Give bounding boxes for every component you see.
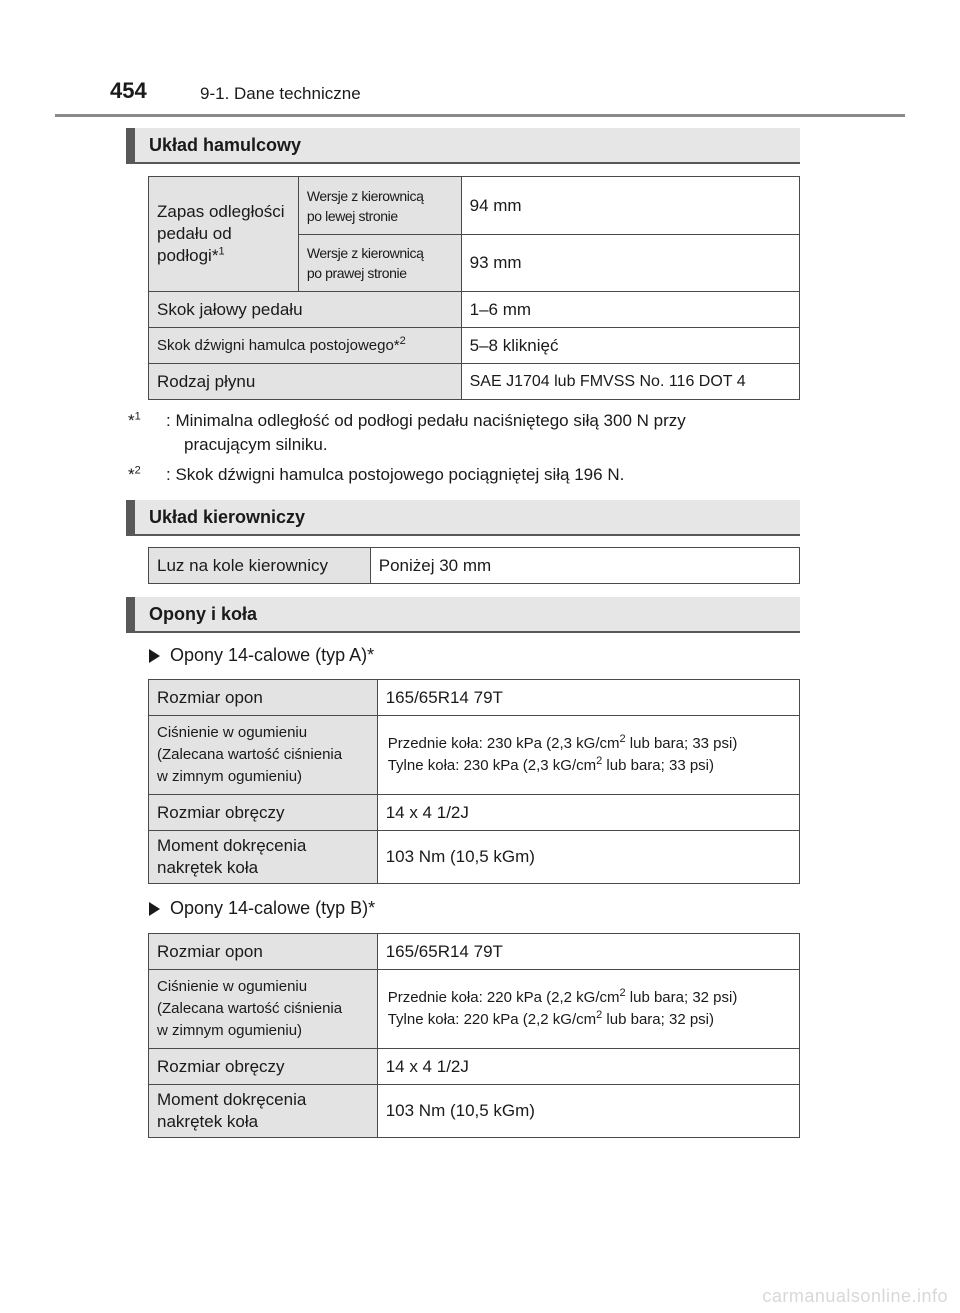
watermark: carmanualsonline.info [762, 1286, 948, 1306]
footnote-ref: 2 [399, 335, 406, 347]
label-line: po prawej stronie [306, 265, 407, 281]
parking-brake-value: 5–8 kliknięć [461, 328, 799, 364]
brakes-footnotes [128, 409, 800, 493]
rim-size-value: 14 x 4 1/2J [377, 1049, 799, 1085]
lhd-label [298, 177, 461, 235]
tires-type-b-table [148, 933, 800, 1138]
lhd-value: 94 mm [461, 177, 799, 235]
rear-pressure: Tylne koła: 220 kPa (2,2 kG/cm [387, 1011, 597, 1028]
rear-pressure: Tylne koła: 230 kPa (2,3 kG/cm [387, 757, 597, 774]
triangle-bullet-icon [149, 902, 160, 916]
label-line: podłogi* [157, 246, 219, 265]
page-number: 454 [110, 78, 147, 103]
label-text: Skok dźwigni hamulca postojowego* [157, 337, 400, 354]
front-pressure: Przednie koła: 230 kPa (2,3 kG/cm [387, 735, 620, 752]
tires-type-a-heading [149, 645, 374, 666]
fluid-type-value: SAE J1704 lub FMVSS No. 116 DOT 4 [461, 364, 799, 400]
lug-torque-value: 103 Nm (10,5 kGm) [377, 831, 799, 884]
lug-torque-label [149, 1085, 378, 1138]
free-play-label: Skok jałowy pedału [149, 292, 462, 328]
header-divider [55, 114, 905, 117]
label-line: Zapas odległości [157, 202, 285, 221]
label-line: Ciśnienie w ogumieniu [157, 978, 308, 995]
table-row [149, 970, 800, 1049]
heading-text: Opony 14-calowe (typ B)* [170, 898, 376, 918]
footnote-mark: *$^2$ [128, 464, 141, 484]
footnote-text: pracującym silniku. [184, 435, 328, 454]
tire-size-label: Rozmiar opon [149, 680, 378, 716]
tire-pressure-label [149, 970, 378, 1049]
table-row [149, 1085, 800, 1138]
steering-play-value: Poniżej 30 mm [370, 548, 799, 584]
footnote-2 [128, 463, 800, 487]
steering-table [148, 547, 800, 584]
rhd-label [298, 235, 461, 292]
label-line: (Zalecana wartość ciśnienia [157, 746, 343, 763]
label-line: Moment dokręcenia [157, 836, 307, 855]
tire-size-value: 165/65R14 79T [377, 680, 799, 716]
tire-size-label: Rozmiar opon [149, 934, 378, 970]
tire-pressure-value: Przednie koła: 220 kPa (2,2 $kG/cm^2$ lub bara; 32 psi) Tylne koła: 220 kPa (2,2 $kG/cm^2$ lub bara; 32 psi) [377, 970, 799, 1049]
section-header-brakes [126, 128, 800, 164]
section-title-brakes: Układ hamulcowy [149, 135, 302, 155]
section-title-tires: Opony i koła [149, 604, 258, 624]
brakes-table [148, 176, 800, 400]
footnote-text: : Skok dźwigni hamulca postojowego pociągniętej siłą 196 N. [166, 465, 625, 484]
section-header-steering [126, 500, 800, 536]
chapter-title: 9-1. Dane techniczne [200, 84, 361, 103]
tires-type-a-table [148, 679, 800, 884]
front-pressure: Przednie koła: 220 kPa (2,2 kG/cm [387, 989, 620, 1006]
label-line: nakrętek koła [157, 1112, 259, 1131]
rim-size-label: Rozmiar obręczy [149, 1049, 378, 1085]
label-line: Moment dokręcenia [157, 1090, 307, 1109]
footnote-text: : Minimalna odległość od podłogi pedału naciśniętego siłą 300 N przy [166, 411, 686, 430]
rim-size-label: Rozmiar obręczy [149, 795, 378, 831]
tire-pressure-label [149, 716, 378, 795]
section-title-steering: Układ kierowniczy [149, 507, 306, 527]
table-row [149, 716, 800, 795]
label-line: nakrętek koła [157, 858, 259, 877]
parking-brake-label [149, 328, 462, 364]
label-line: w zimnym ogumieniu) [157, 768, 303, 785]
label-line: Ciśnienie w ogumieniu [157, 724, 308, 741]
section-header-tires [126, 597, 800, 633]
tires-type-b-heading [149, 898, 375, 919]
label-line: w zimnym ogumieniu) [157, 1022, 303, 1039]
table-row [149, 548, 800, 584]
footnote-ref: 1 [218, 245, 225, 258]
table-row [149, 680, 800, 716]
label-line: Wersje z kierownicą [306, 187, 424, 204]
table-row [149, 177, 800, 235]
table-row [149, 1049, 800, 1085]
table-row [149, 364, 800, 400]
table-row [149, 934, 800, 970]
lug-torque-label [149, 831, 378, 884]
label-line: po lewej stronie [306, 207, 398, 224]
table-row [149, 831, 800, 884]
table-row [149, 292, 800, 328]
steering-play-label: Luz na kole kierownicy [149, 548, 371, 584]
lug-torque-value: 103 Nm (10,5 kGm) [377, 1085, 799, 1138]
table-row [149, 795, 800, 831]
footnote-mark: *$^1$ [128, 410, 141, 430]
tire-pressure-value: Przednie koła: 230 kPa (2,3 $kG/cm^2$ lub bara; 33 psi) Tylne koła: 230 kPa (2,3 $kG/cm^2$ lub bara; 33 psi) [377, 716, 799, 795]
footnote-1 [128, 409, 800, 457]
tire-size-value: 165/65R14 79T [377, 934, 799, 970]
fluid-type-label: Rodzaj płynu [149, 364, 462, 400]
free-play-value: 1–6 mm [461, 292, 799, 328]
rim-size-value: 14 x 4 1/2J [377, 795, 799, 831]
label-line: pedału od [157, 224, 232, 243]
heading-text: Opony 14-calowe (typ A)* [170, 645, 375, 665]
pedal-clearance-label [149, 177, 299, 292]
rhd-value: 93 mm [461, 235, 799, 292]
table-row [149, 328, 800, 364]
label-line: Wersje z kierownicą [306, 245, 424, 261]
page-header [0, 0, 960, 118]
triangle-bullet-icon [149, 649, 160, 663]
label-line: (Zalecana wartość ciśnienia [157, 1000, 343, 1017]
